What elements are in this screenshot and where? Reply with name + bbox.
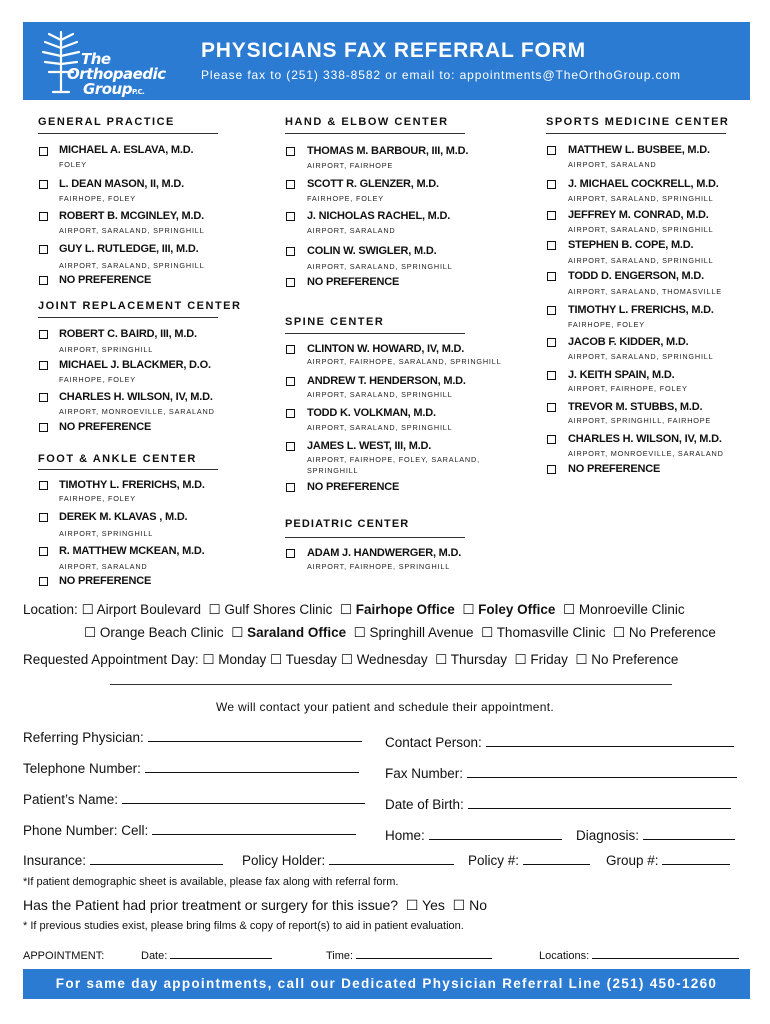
checkbox[interactable] <box>39 577 48 586</box>
section-heading-joint-replacement: JOINT REPLACEMENT CENTER <box>38 300 242 312</box>
doctor-name: CHARLES H. WILSON, IV, M.D. <box>568 433 722 445</box>
doctor-name: J. MICHAEL COCKRELL, M.D. <box>568 178 719 190</box>
doctor-locations: AIRPORT, SARALAND, SPRINGHILL <box>568 225 714 234</box>
doctor-name: MICHAEL J. BLACKMER, D.O. <box>59 359 211 371</box>
section-heading-pediatric: PEDIATRIC CENTER <box>285 518 410 530</box>
phone-cell-field[interactable]: Phone Number: Cell: <box>23 823 356 838</box>
doctor-name: L. DEAN MASON, II, M.D. <box>59 178 184 190</box>
doctor-locations: AIRPORT, SARALAND, SPRINGHILL <box>307 262 453 271</box>
logo-text-group: GroupP.C. <box>83 80 145 98</box>
section-heading-foot-ankle: FOOT & ANKLE CENTER <box>38 453 197 465</box>
location-option[interactable]: ☐ Gulf Shores Clinic <box>208 602 333 617</box>
doctor-locations: AIRPORT, FAIRHOPE, FOLEY <box>568 384 688 393</box>
checkbox[interactable] <box>547 338 556 347</box>
doctor-locations: FAIRHOPE, FOLEY <box>59 194 136 203</box>
logo-text-orthopaedic: Orthopaedic <box>67 65 166 83</box>
section-divider <box>285 537 465 538</box>
checkbox[interactable] <box>286 409 295 418</box>
date-of-birth-field[interactable]: Date of Birth: <box>385 797 731 812</box>
location-label: Location: <box>23 602 78 617</box>
doctor-name: ROBERT C. BAIRD, III, M.D. <box>59 328 197 340</box>
doctor-locations: FAIRHOPE, FOLEY <box>307 194 384 203</box>
form-title: PHYSICIANS FAX REFERRAL FORM <box>201 39 586 62</box>
diagnosis-field[interactable]: Diagnosis: <box>576 828 735 843</box>
insurance-field[interactable]: Insurance: <box>23 853 223 868</box>
doctor-name: DEREK M. KLAVAS , M.D. <box>59 511 188 523</box>
appointment-locations-field[interactable]: Locations: <box>539 950 739 962</box>
location-option[interactable]: ☐ Monroeville Clinic <box>562 602 685 617</box>
footer-banner: For same day appointments, call our Dedicated Physician Referral Line (251) 450-1260 <box>23 969 750 999</box>
header-banner <box>23 22 750 100</box>
no-preference-label: NO PREFERENCE <box>59 274 152 286</box>
doctor-name: THOMAS M. BARBOUR, III, M.D. <box>307 145 469 157</box>
section-divider <box>285 333 465 334</box>
section-heading-hand-elbow: HAND & ELBOW CENTER <box>285 116 449 128</box>
doctor-locations: FAIRHOPE, FOLEY <box>59 494 136 503</box>
checkbox[interactable] <box>39 245 48 254</box>
doctor-locations: AIRPORT, FAIRHOPE <box>307 161 394 170</box>
doctor-name: MICHAEL A. ESLAVA, M.D. <box>59 144 194 156</box>
section-divider <box>285 133 465 134</box>
day-option[interactable]: ☐ Wednesday <box>340 652 428 667</box>
studies-note: * If previous studies exist, please bring films & copy of report(s) to aid in patient evaluation. <box>23 920 464 932</box>
doctor-locations: AIRPORT, SARALAND, SPRINGHILL <box>59 261 205 270</box>
doctor-locations: AIRPORT, FAIRHOPE, SARALAND, SPRINGHILL <box>307 357 502 366</box>
doctor-name: GUY L. RUTLEDGE, III, M.D. <box>59 243 199 255</box>
doctor-locations: AIRPORT, FAIRHOPE, SPRINGHILL <box>307 562 451 571</box>
checkbox[interactable] <box>286 180 295 189</box>
checkbox[interactable] <box>286 212 295 221</box>
no-preference-label: NO PREFERENCE <box>568 463 661 475</box>
no-preference-label: NO PREFERENCE <box>59 575 152 587</box>
doctor-locations: AIRPORT, SARALAND, SPRINGHILL <box>568 352 714 361</box>
checkbox[interactable] <box>286 147 295 156</box>
checkbox[interactable] <box>286 377 295 386</box>
logo-text-the: The <box>81 50 111 68</box>
location-row-1 <box>23 602 685 618</box>
checkbox[interactable] <box>39 393 48 402</box>
policy-holder-field[interactable]: Policy Holder: <box>242 853 454 868</box>
appointment-day-label: Requested Appointment Day: <box>23 652 199 667</box>
checkbox[interactable] <box>39 276 48 285</box>
doctor-name: TODD K. VOLKMAN, M.D. <box>307 407 436 419</box>
location-option[interactable]: ☐ Orange Beach Clinic <box>84 625 224 640</box>
prior-treatment-question: Has the Patient had prior treatment or surgery for this issue? <box>23 897 399 913</box>
location-option[interactable]: ☐ Fairhope Office <box>339 602 455 617</box>
doctor-locations: AIRPORT, SPRINGHILL <box>59 345 154 354</box>
patient-name-field[interactable]: Patient’s Name: <box>23 792 365 807</box>
prior-treatment-yes[interactable]: ☐ Yes <box>405 897 445 913</box>
tree-logo-icon <box>37 28 85 94</box>
doctor-name: JEFFREY M. CONRAD, M.D. <box>568 209 709 221</box>
checkbox[interactable] <box>39 212 48 221</box>
day-option[interactable]: ☐ Tuesday <box>270 652 337 667</box>
contact-note: We will contact your patient and schedule their appointment. <box>216 700 554 714</box>
checkbox[interactable] <box>286 247 295 256</box>
doctor-locations: AIRPORT, SPRINGHILL <box>59 529 154 538</box>
appointment-date-field[interactable]: Date: <box>141 950 272 962</box>
no-preference-label: NO PREFERENCE <box>307 276 400 288</box>
doctor-name: J. KEITH SPAIN, M.D. <box>568 369 675 381</box>
doctor-locations: AIRPORT, SARALAND, SPRINGHILL <box>568 256 714 265</box>
doctor-name: COLIN W. SWIGLER, M.D. <box>307 245 437 257</box>
fax-number-field[interactable]: Fax Number: <box>385 766 737 781</box>
location-option[interactable]: ☐ No Preference <box>612 625 716 640</box>
section-heading-sports-medicine: SPORTS MEDICINE CENTER <box>546 116 730 128</box>
doctor-name: TIMOTHY L. FRERICHS, M.D. <box>568 304 714 316</box>
doctor-locations: AIRPORT, SARALAND, SPRINGHILL <box>307 390 453 399</box>
appointment-day-row <box>23 652 678 668</box>
checkbox[interactable] <box>547 180 556 189</box>
checkbox[interactable] <box>547 241 556 250</box>
section-divider <box>38 133 218 134</box>
day-option[interactable]: ☐ Monday <box>202 652 267 667</box>
doctor-name: CHARLES H. WILSON, IV, M.D. <box>59 391 213 403</box>
checkbox[interactable] <box>39 481 48 490</box>
doctor-name: TIMOTHY L. FRERICHS, M.D. <box>59 479 205 491</box>
checkbox[interactable] <box>547 146 556 155</box>
no-preference-label: NO PREFERENCE <box>59 421 152 433</box>
section-divider <box>38 317 218 318</box>
doctor-locations-continued: SPRINGHILL <box>307 466 359 475</box>
doctor-locations: FOLEY <box>59 160 87 169</box>
checkbox[interactable] <box>547 371 556 380</box>
section-divider <box>38 469 218 470</box>
checkbox[interactable] <box>547 211 556 220</box>
prior-treatment-row <box>23 897 487 914</box>
checkbox[interactable] <box>39 513 48 522</box>
location-option[interactable]: ☐ Springhill Avenue <box>353 625 474 640</box>
doctor-name: TREVOR M. STUBBS, M.D. <box>568 401 703 413</box>
location-option[interactable]: ☐ Saraland Office <box>231 625 347 640</box>
checkbox[interactable] <box>547 403 556 412</box>
doctor-locations: AIRPORT, MONROEVILLE, SARALAND <box>59 407 215 416</box>
checkbox[interactable] <box>286 278 295 287</box>
checkbox[interactable] <box>286 483 295 492</box>
checkbox[interactable] <box>286 442 295 451</box>
prior-treatment-no[interactable]: ☐ No <box>452 897 488 913</box>
doctor-locations: AIRPORT, SARALAND, SPRINGHILL <box>59 226 205 235</box>
appointment-label: APPOINTMENT: <box>23 950 105 962</box>
home-phone-field[interactable]: Home: <box>385 828 562 843</box>
location-option[interactable]: ☐ Airport Boulevard <box>81 602 201 617</box>
doctor-name: ANDREW T. HENDERSON, M.D. <box>307 375 466 387</box>
checkbox[interactable] <box>547 435 556 444</box>
checkbox[interactable] <box>286 345 295 354</box>
doctor-name: J. NICHOLAS RACHEL, M.D. <box>307 210 451 222</box>
doctor-locations: AIRPORT, SARALAND, SPRINGHILL <box>568 194 714 203</box>
doctor-name: SCOTT R. GLENZER, M.D. <box>307 178 439 190</box>
location-option[interactable]: ☐ Thomasville Clinic <box>481 625 606 640</box>
group-number-field[interactable]: Group #: <box>606 853 730 868</box>
checkbox[interactable] <box>547 306 556 315</box>
policy-number-field[interactable]: Policy #: <box>468 853 590 868</box>
referring-physician-field[interactable]: Referring Physician: <box>23 730 362 745</box>
doctor-locations: AIRPORT, SARALAND, THOMASVILLE <box>568 287 722 296</box>
doctor-name: TODD D. ENGERSON, M.D. <box>568 270 704 282</box>
demographic-note: *If patient demographic sheet is available, please fax along with referral form. <box>23 876 399 888</box>
doctor-name: ADAM J. HANDWERGER, M.D. <box>307 547 462 559</box>
checkbox[interactable] <box>547 272 556 281</box>
doctor-locations: AIRPORT, SPRINGHILL, FAIRHOPE <box>568 416 712 425</box>
appointment-time-field[interactable]: Time: <box>326 950 492 962</box>
checkbox[interactable] <box>39 547 48 556</box>
doctor-locations: AIRPORT, SARALAND <box>59 562 148 571</box>
contact-person-field[interactable]: Contact Person: <box>385 735 734 750</box>
doctor-locations: AIRPORT, FAIRHOPE, FOLEY, SARALAND, <box>307 455 480 464</box>
doctor-locations: AIRPORT, SARALAND <box>568 160 657 169</box>
checkbox[interactable] <box>39 361 48 370</box>
company-logo <box>37 28 167 98</box>
doctor-name: JACOB F. KIDDER, M.D. <box>568 336 689 348</box>
doctor-locations: AIRPORT, SARALAND, SPRINGHILL <box>307 423 453 432</box>
doctor-name: STEPHEN B. COPE, M.D. <box>568 239 694 251</box>
no-preference-label: NO PREFERENCE <box>307 481 400 493</box>
section-heading-general-practice: GENERAL PRACTICE <box>38 116 175 128</box>
form-subtitle: Please fax to (251) 338-8582 or email to: appointments@TheOrthoGroup.com <box>201 68 681 82</box>
day-option[interactable]: ☐ Friday <box>514 652 568 667</box>
doctor-name: JAMES L. WEST, III, M.D. <box>307 440 432 452</box>
doctor-name: MATTHEW L. BUSBEE, M.D. <box>568 144 710 156</box>
doctor-locations: FAIRHOPE, FOLEY <box>59 375 136 384</box>
location-option[interactable]: ☐ Foley Office <box>462 602 556 617</box>
checkbox[interactable] <box>39 330 48 339</box>
doctor-name: R. MATTHEW MCKEAN, M.D. <box>59 545 205 557</box>
checkbox[interactable] <box>39 180 48 189</box>
doctor-name: ROBERT B. MCGINLEY, M.D. <box>59 210 204 222</box>
checkbox[interactable] <box>39 147 48 156</box>
section-heading-spine: SPINE CENTER <box>285 316 385 328</box>
checkbox[interactable] <box>547 465 556 474</box>
checkbox[interactable] <box>39 423 48 432</box>
telephone-number-field[interactable]: Telephone Number: <box>23 761 359 776</box>
doctor-locations: AIRPORT, SARALAND <box>307 226 396 235</box>
checkbox[interactable] <box>286 549 295 558</box>
doctor-locations: FAIRHOPE, FOLEY <box>568 320 645 329</box>
doctor-name: CLINTON W. HOWARD, IV, M.D. <box>307 343 465 355</box>
divider-line <box>110 684 672 685</box>
section-divider <box>546 133 726 134</box>
location-row-2 <box>84 625 716 641</box>
day-option[interactable]: ☐ Thursday <box>435 652 508 667</box>
day-option[interactable]: ☐ No Preference <box>575 652 679 667</box>
doctor-locations: AIRPORT, MONROEVILLE, SARALAND <box>568 449 724 458</box>
